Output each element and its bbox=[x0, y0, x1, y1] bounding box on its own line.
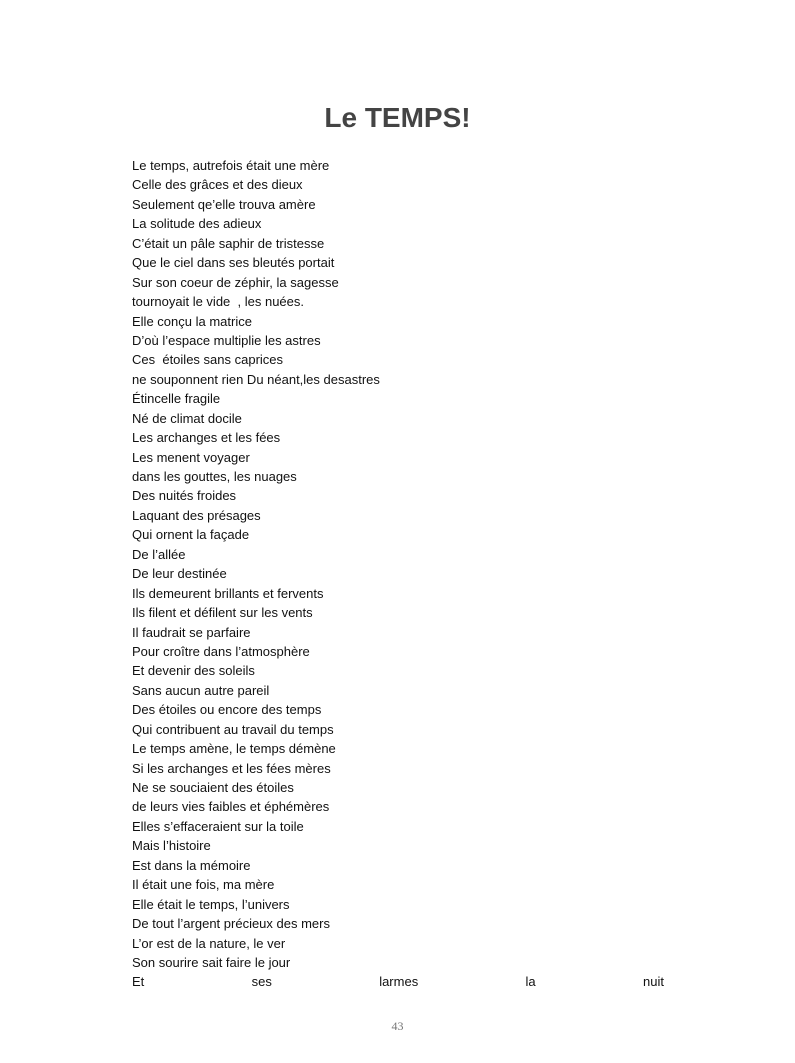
poem-line: Celle des grâces et des dieux bbox=[132, 177, 303, 193]
poem-line: Et devenir des soleils bbox=[132, 663, 255, 679]
poem-word: nuit bbox=[642, 974, 664, 990]
poem-line: Les menent voyager bbox=[132, 449, 250, 465]
poem-line: Né de climat docile bbox=[132, 410, 242, 426]
poem-line: Seulement qe’elle trouva amère bbox=[132, 196, 316, 212]
poem-line: Ne se souciaient des étoiles bbox=[132, 780, 294, 795]
poem-word: ses bbox=[251, 974, 272, 990]
poem-line: dans les gouttes, les nuages bbox=[132, 469, 297, 484]
poem-line: Qui ornent la façade bbox=[132, 527, 250, 543]
poem-line: Pour croître dans l’atmosphère bbox=[132, 643, 310, 659]
poem-line: C’était un pâle saphir de tristesse bbox=[132, 235, 325, 251]
poem-line: Qui contribuent au travail du temps bbox=[132, 721, 334, 737]
poem-line: Que le ciel dans ses bleutés portait bbox=[132, 255, 335, 271]
poem-line: Ces étoiles sans caprices bbox=[132, 352, 284, 368]
poem-line: Ils filent et défilent sur les vents bbox=[132, 605, 313, 621]
poem-line: Il faudrait se parfaire bbox=[132, 624, 251, 640]
poem-line: De leur destinée bbox=[132, 566, 227, 582]
poem-line: Son sourire sait faire le jour bbox=[132, 954, 291, 970]
poem-last-line bbox=[132, 972, 664, 991]
poem-line: ne souponnent rien Du néant,les desastres bbox=[132, 371, 380, 387]
poem-line: Laquant des présages bbox=[132, 507, 261, 523]
poem-line: La solitude des adieux bbox=[132, 216, 262, 232]
poem-line: tournoyait le vide , les nuées. bbox=[132, 294, 304, 310]
page-number: 43 bbox=[391, 1019, 404, 1033]
poem-line: Les archanges et les fées bbox=[132, 430, 281, 446]
poem-line: de leurs vies faibles et éphémères bbox=[132, 799, 330, 815]
poem-line: Elle conçu la matrice bbox=[132, 313, 252, 329]
poem-body bbox=[132, 156, 672, 992]
poem-line: Des nuités froides bbox=[132, 488, 237, 504]
poem-word: Et bbox=[132, 974, 145, 990]
poem-line: Est dans la mémoire bbox=[132, 857, 251, 873]
poem-line: Il était une fois, ma mère bbox=[132, 877, 275, 893]
poem-line: Le temps, autrefois était une mère bbox=[132, 158, 330, 173]
poem-title: Le TEMPS! bbox=[324, 102, 471, 133]
poem-line: De l’allée bbox=[132, 546, 186, 562]
poem-word: larmes bbox=[379, 974, 419, 990]
poem-line: Étincelle fragile bbox=[132, 391, 221, 407]
poem-line: Elle était le temps, l’univers bbox=[132, 896, 290, 912]
poem-line: Ils demeurent brillants et fervents bbox=[132, 585, 324, 601]
poem-line: Elles s’effaceraient sur la toile bbox=[132, 818, 304, 834]
poem-line: Le temps amène, le temps démène bbox=[132, 741, 336, 757]
poem-line: De tout l’argent précieux des mers bbox=[132, 916, 330, 932]
poem-line: Des étoiles ou encore des temps bbox=[132, 702, 322, 718]
poem-line: Sur son coeur de zéphir, la sagesse bbox=[132, 274, 339, 290]
poem-line: Si les archanges et les fées mères bbox=[132, 760, 331, 776]
poem-line: L’or est de la nature, le ver bbox=[132, 935, 286, 951]
poem-line: D’où l’espace multiplie les astres bbox=[132, 332, 321, 348]
poem-word: la bbox=[525, 974, 536, 990]
poem-line: Sans aucun autre pareil bbox=[132, 682, 270, 698]
poem-line: Mais l’histoire bbox=[132, 838, 211, 854]
